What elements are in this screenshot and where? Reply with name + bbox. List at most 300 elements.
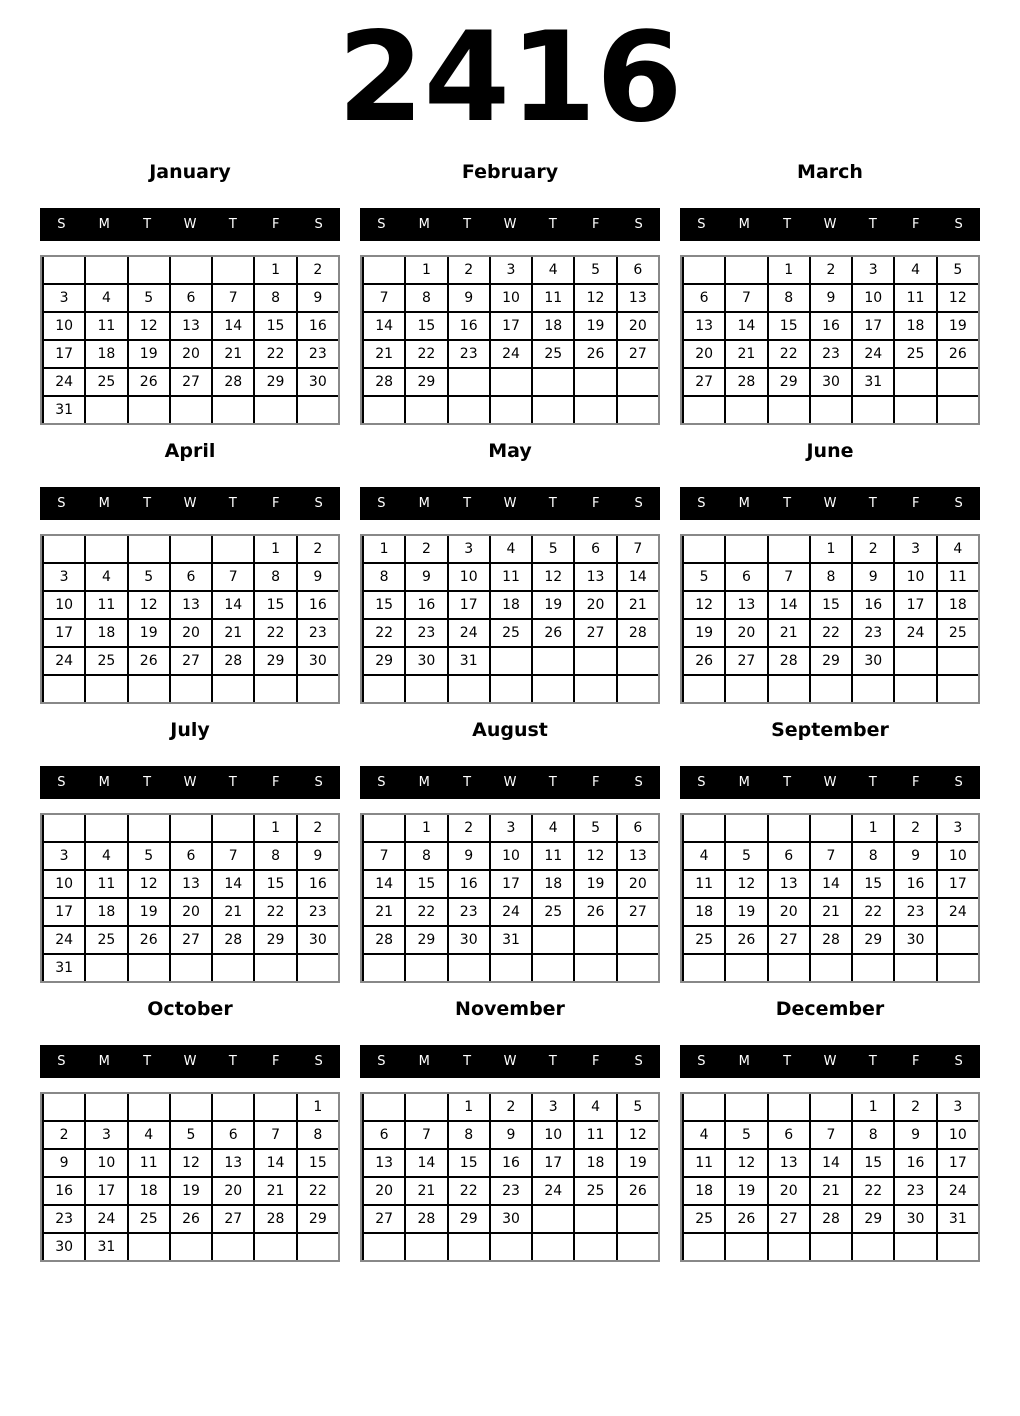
day-cell: 21 bbox=[362, 339, 404, 367]
weekday-label: W bbox=[823, 774, 837, 790]
day-cell: 13 bbox=[169, 311, 211, 339]
week-row bbox=[682, 395, 978, 423]
day-cell: 12 bbox=[936, 283, 978, 311]
day-cell: 20 bbox=[767, 897, 809, 925]
week-row bbox=[362, 1176, 658, 1204]
week-row bbox=[42, 1120, 338, 1148]
empty-day-cell bbox=[724, 1232, 766, 1260]
day-cell: 30 bbox=[893, 1204, 935, 1232]
day-cell: 25 bbox=[573, 1176, 615, 1204]
weekday-label: T bbox=[783, 774, 792, 790]
week-row bbox=[362, 339, 658, 367]
day-cell: 9 bbox=[489, 1120, 531, 1148]
day-cell: 8 bbox=[362, 562, 404, 590]
weekday-label: F bbox=[911, 495, 920, 511]
day-cell: 9 bbox=[296, 283, 338, 311]
weekday-label: M bbox=[98, 1053, 110, 1069]
day-cell: 17 bbox=[447, 590, 489, 618]
empty-day-cell bbox=[42, 674, 84, 702]
empty-day-cell bbox=[936, 367, 978, 395]
day-cell: 19 bbox=[127, 339, 169, 367]
day-cell: 7 bbox=[616, 536, 658, 562]
day-cell: 5 bbox=[573, 257, 615, 283]
month-block bbox=[360, 437, 660, 704]
day-cell: 2 bbox=[447, 257, 489, 283]
month-days-table bbox=[360, 255, 660, 425]
day-cell: 22 bbox=[404, 339, 446, 367]
weekday-label: S bbox=[377, 1053, 386, 1069]
day-cell: 14 bbox=[404, 1148, 446, 1176]
day-cell: 1 bbox=[296, 1094, 338, 1120]
day-cell: 31 bbox=[42, 395, 84, 423]
weekday-label: W bbox=[183, 216, 197, 232]
weekday-label: T bbox=[868, 216, 877, 232]
week-row bbox=[362, 674, 658, 702]
month-title: July bbox=[170, 718, 210, 741]
day-cell: 26 bbox=[127, 925, 169, 953]
empty-day-cell bbox=[724, 257, 766, 283]
day-cell: 9 bbox=[447, 283, 489, 311]
empty-day-cell bbox=[362, 815, 404, 841]
month-days-table bbox=[680, 1092, 980, 1262]
empty-day-cell bbox=[682, 257, 724, 283]
day-cell: 21 bbox=[253, 1176, 295, 1204]
empty-day-cell bbox=[682, 815, 724, 841]
day-cell: 3 bbox=[42, 841, 84, 869]
day-cell: 1 bbox=[851, 1094, 893, 1120]
day-cell: 12 bbox=[682, 590, 724, 618]
day-cell: 2 bbox=[489, 1094, 531, 1120]
day-cell: 17 bbox=[42, 339, 84, 367]
day-cell: 7 bbox=[362, 283, 404, 311]
weekday-label: F bbox=[591, 774, 600, 790]
month-title: March bbox=[797, 160, 863, 183]
day-cell: 1 bbox=[404, 257, 446, 283]
day-cell: 13 bbox=[169, 869, 211, 897]
empty-day-cell bbox=[362, 395, 404, 423]
day-cell: 12 bbox=[127, 869, 169, 897]
day-cell: 2 bbox=[851, 536, 893, 562]
day-cell: 29 bbox=[253, 646, 295, 674]
day-cell: 19 bbox=[724, 1176, 766, 1204]
weekday-label: S bbox=[697, 1053, 706, 1069]
day-cell: 21 bbox=[809, 897, 851, 925]
day-cell: 4 bbox=[84, 283, 126, 311]
empty-day-cell bbox=[531, 367, 573, 395]
month-block bbox=[360, 158, 660, 425]
empty-day-cell bbox=[531, 1204, 573, 1232]
weekday-label: W bbox=[823, 216, 837, 232]
day-cell: 14 bbox=[616, 562, 658, 590]
weekday-label: F bbox=[591, 495, 600, 511]
day-cell: 4 bbox=[573, 1094, 615, 1120]
weekday-label: W bbox=[503, 216, 517, 232]
day-cell: 29 bbox=[362, 646, 404, 674]
month-days-table bbox=[680, 255, 980, 425]
week-row bbox=[42, 395, 338, 423]
day-cell: 25 bbox=[84, 367, 126, 395]
empty-day-cell bbox=[211, 1094, 253, 1120]
day-cell: 3 bbox=[84, 1120, 126, 1148]
week-row bbox=[42, 1204, 338, 1232]
week-row bbox=[682, 339, 978, 367]
empty-day-cell bbox=[682, 674, 724, 702]
day-cell: 3 bbox=[893, 536, 935, 562]
day-cell: 5 bbox=[724, 841, 766, 869]
month-block bbox=[360, 716, 660, 983]
day-cell: 31 bbox=[936, 1204, 978, 1232]
day-cell: 24 bbox=[489, 339, 531, 367]
day-cell: 8 bbox=[296, 1120, 338, 1148]
day-cell: 13 bbox=[211, 1148, 253, 1176]
weekday-header-bar bbox=[40, 766, 340, 799]
day-cell: 11 bbox=[573, 1120, 615, 1148]
week-row bbox=[682, 1232, 978, 1260]
day-cell: 6 bbox=[724, 562, 766, 590]
day-cell: 17 bbox=[84, 1176, 126, 1204]
weekday-label: S bbox=[314, 216, 323, 232]
day-cell: 16 bbox=[851, 590, 893, 618]
day-cell: 21 bbox=[767, 618, 809, 646]
empty-day-cell bbox=[211, 395, 253, 423]
week-row bbox=[362, 536, 658, 562]
day-cell: 14 bbox=[211, 590, 253, 618]
day-cell: 24 bbox=[851, 339, 893, 367]
day-cell: 7 bbox=[767, 562, 809, 590]
empty-day-cell bbox=[362, 953, 404, 981]
day-cell: 14 bbox=[253, 1148, 295, 1176]
day-cell: 8 bbox=[253, 841, 295, 869]
day-cell: 29 bbox=[447, 1204, 489, 1232]
day-cell: 19 bbox=[682, 618, 724, 646]
weekday-label: S bbox=[57, 216, 66, 232]
day-cell: 1 bbox=[809, 536, 851, 562]
calendar-page bbox=[0, 4, 1020, 1416]
empty-day-cell bbox=[724, 395, 766, 423]
day-cell: 18 bbox=[936, 590, 978, 618]
empty-day-cell bbox=[851, 674, 893, 702]
week-row bbox=[42, 590, 338, 618]
empty-day-cell bbox=[893, 674, 935, 702]
weekday-label: S bbox=[377, 774, 386, 790]
day-cell: 16 bbox=[42, 1176, 84, 1204]
empty-day-cell bbox=[211, 953, 253, 981]
empty-day-cell bbox=[851, 953, 893, 981]
weekday-label: T bbox=[783, 216, 792, 232]
empty-day-cell bbox=[404, 953, 446, 981]
day-cell: 22 bbox=[253, 339, 295, 367]
day-cell: 14 bbox=[809, 1148, 851, 1176]
month-days-body bbox=[362, 536, 658, 702]
empty-day-cell bbox=[404, 395, 446, 423]
day-cell: 10 bbox=[936, 841, 978, 869]
day-cell: 4 bbox=[531, 815, 573, 841]
weekday-label: W bbox=[183, 774, 197, 790]
day-cell: 28 bbox=[724, 367, 766, 395]
day-cell: 30 bbox=[809, 367, 851, 395]
weekday-label: W bbox=[823, 495, 837, 511]
day-cell: 10 bbox=[893, 562, 935, 590]
day-cell: 26 bbox=[573, 897, 615, 925]
empty-day-cell bbox=[767, 1094, 809, 1120]
day-cell: 18 bbox=[682, 897, 724, 925]
day-cell: 10 bbox=[531, 1120, 573, 1148]
day-cell: 27 bbox=[573, 618, 615, 646]
week-row bbox=[362, 1094, 658, 1120]
day-cell: 17 bbox=[489, 311, 531, 339]
day-cell: 11 bbox=[893, 283, 935, 311]
month-block bbox=[680, 716, 980, 983]
weekday-label: W bbox=[503, 495, 517, 511]
empty-day-cell bbox=[767, 674, 809, 702]
day-cell: 5 bbox=[531, 536, 573, 562]
day-cell: 28 bbox=[211, 925, 253, 953]
weekday-label: M bbox=[418, 1053, 430, 1069]
day-cell: 3 bbox=[531, 1094, 573, 1120]
day-cell: 26 bbox=[573, 339, 615, 367]
day-cell: 26 bbox=[531, 618, 573, 646]
month-days-body bbox=[682, 815, 978, 981]
weekday-label: M bbox=[418, 774, 430, 790]
empty-day-cell bbox=[253, 1094, 295, 1120]
month-title: February bbox=[461, 160, 559, 183]
week-row bbox=[42, 674, 338, 702]
weekday-label: T bbox=[143, 216, 152, 232]
month-days-table bbox=[40, 813, 340, 983]
empty-day-cell bbox=[893, 395, 935, 423]
month-block bbox=[40, 158, 340, 425]
day-cell: 18 bbox=[84, 897, 126, 925]
empty-day-cell bbox=[42, 536, 84, 562]
weekday-label: F bbox=[911, 216, 920, 232]
empty-day-cell bbox=[682, 1094, 724, 1120]
week-row bbox=[362, 283, 658, 311]
day-cell: 26 bbox=[127, 646, 169, 674]
day-cell: 17 bbox=[489, 869, 531, 897]
day-cell: 15 bbox=[767, 311, 809, 339]
day-cell: 16 bbox=[447, 311, 489, 339]
weekday-header-bar bbox=[40, 1045, 340, 1078]
day-cell: 11 bbox=[682, 1148, 724, 1176]
empty-day-cell bbox=[724, 536, 766, 562]
weekday-label: S bbox=[697, 495, 706, 511]
day-cell: 25 bbox=[936, 618, 978, 646]
week-row bbox=[362, 562, 658, 590]
day-cell: 7 bbox=[211, 283, 253, 311]
weekday-header-bar bbox=[680, 487, 980, 520]
month-title: September bbox=[771, 718, 889, 741]
weekday-label: M bbox=[98, 216, 110, 232]
day-cell: 20 bbox=[573, 590, 615, 618]
day-cell: 23 bbox=[296, 618, 338, 646]
day-cell: 12 bbox=[531, 562, 573, 590]
day-cell: 25 bbox=[682, 1204, 724, 1232]
empty-day-cell bbox=[169, 815, 211, 841]
day-cell: 5 bbox=[127, 562, 169, 590]
month-days-body bbox=[362, 257, 658, 423]
empty-day-cell bbox=[851, 395, 893, 423]
empty-day-cell bbox=[489, 674, 531, 702]
day-cell: 19 bbox=[169, 1176, 211, 1204]
weekday-label: T bbox=[228, 1053, 237, 1069]
empty-day-cell bbox=[296, 953, 338, 981]
weekday-header-bar bbox=[680, 208, 980, 241]
weekday-header-bar bbox=[40, 487, 340, 520]
day-cell: 16 bbox=[296, 590, 338, 618]
empty-day-cell bbox=[573, 1232, 615, 1260]
empty-day-cell bbox=[573, 674, 615, 702]
empty-day-cell bbox=[296, 674, 338, 702]
week-row bbox=[42, 283, 338, 311]
day-cell: 5 bbox=[127, 283, 169, 311]
day-cell: 18 bbox=[531, 869, 573, 897]
day-cell: 13 bbox=[362, 1148, 404, 1176]
month-days-body bbox=[362, 1094, 658, 1260]
day-cell: 24 bbox=[42, 646, 84, 674]
month-days-body bbox=[42, 815, 338, 981]
day-cell: 6 bbox=[573, 536, 615, 562]
empty-day-cell bbox=[404, 1094, 446, 1120]
day-cell: 4 bbox=[936, 536, 978, 562]
empty-day-cell bbox=[253, 674, 295, 702]
day-cell: 18 bbox=[573, 1148, 615, 1176]
day-cell: 4 bbox=[84, 562, 126, 590]
weekday-header-bar bbox=[40, 208, 340, 241]
weekday-label: S bbox=[377, 216, 386, 232]
week-row bbox=[682, 953, 978, 981]
week-row bbox=[682, 1204, 978, 1232]
weekday-label: W bbox=[823, 1053, 837, 1069]
day-cell: 8 bbox=[404, 283, 446, 311]
empty-day-cell bbox=[724, 1094, 766, 1120]
day-cell: 28 bbox=[253, 1204, 295, 1232]
empty-day-cell bbox=[211, 815, 253, 841]
empty-day-cell bbox=[724, 953, 766, 981]
day-cell: 28 bbox=[211, 646, 253, 674]
day-cell: 11 bbox=[682, 869, 724, 897]
empty-day-cell bbox=[84, 815, 126, 841]
day-cell: 2 bbox=[42, 1120, 84, 1148]
day-cell: 29 bbox=[851, 1204, 893, 1232]
day-cell: 23 bbox=[489, 1176, 531, 1204]
day-cell: 24 bbox=[893, 618, 935, 646]
day-cell: 5 bbox=[127, 841, 169, 869]
empty-day-cell bbox=[211, 536, 253, 562]
day-cell: 26 bbox=[169, 1204, 211, 1232]
week-row bbox=[682, 1094, 978, 1120]
empty-day-cell bbox=[42, 815, 84, 841]
day-cell: 4 bbox=[893, 257, 935, 283]
empty-day-cell bbox=[84, 536, 126, 562]
day-cell: 18 bbox=[893, 311, 935, 339]
weekday-label: F bbox=[271, 774, 280, 790]
day-cell: 2 bbox=[893, 1094, 935, 1120]
empty-day-cell bbox=[253, 953, 295, 981]
weekday-label: F bbox=[271, 1053, 280, 1069]
day-cell: 23 bbox=[42, 1204, 84, 1232]
day-cell: 8 bbox=[253, 283, 295, 311]
day-cell: 19 bbox=[724, 897, 766, 925]
day-cell: 29 bbox=[851, 925, 893, 953]
day-cell: 25 bbox=[84, 925, 126, 953]
day-cell: 29 bbox=[296, 1204, 338, 1232]
day-cell: 25 bbox=[682, 925, 724, 953]
weekday-header-bar bbox=[360, 766, 660, 799]
weekday-label: S bbox=[634, 1053, 643, 1069]
calendar-grid bbox=[0, 158, 1020, 1262]
month-block bbox=[680, 995, 980, 1262]
weekday-header-bar bbox=[360, 1045, 660, 1078]
weekday-label: M bbox=[98, 774, 110, 790]
day-cell: 31 bbox=[447, 646, 489, 674]
day-cell: 16 bbox=[489, 1148, 531, 1176]
empty-day-cell bbox=[42, 1094, 84, 1120]
day-cell: 11 bbox=[531, 283, 573, 311]
weekday-label: S bbox=[57, 495, 66, 511]
empty-day-cell bbox=[616, 925, 658, 953]
day-cell: 7 bbox=[724, 283, 766, 311]
day-cell: 27 bbox=[211, 1204, 253, 1232]
month-days-table bbox=[40, 534, 340, 704]
day-cell: 1 bbox=[253, 815, 295, 841]
weekday-label: F bbox=[271, 216, 280, 232]
empty-day-cell bbox=[127, 395, 169, 423]
day-cell: 21 bbox=[404, 1176, 446, 1204]
day-cell: 20 bbox=[169, 339, 211, 367]
day-cell: 17 bbox=[851, 311, 893, 339]
day-cell: 15 bbox=[253, 590, 295, 618]
empty-day-cell bbox=[169, 953, 211, 981]
day-cell: 24 bbox=[936, 897, 978, 925]
empty-day-cell bbox=[362, 1232, 404, 1260]
day-cell: 21 bbox=[362, 897, 404, 925]
day-cell: 30 bbox=[447, 925, 489, 953]
empty-day-cell bbox=[447, 367, 489, 395]
empty-day-cell bbox=[531, 953, 573, 981]
month-days-body bbox=[682, 257, 978, 423]
empty-day-cell bbox=[169, 536, 211, 562]
day-cell: 23 bbox=[447, 339, 489, 367]
day-cell: 27 bbox=[682, 367, 724, 395]
day-cell: 16 bbox=[296, 869, 338, 897]
day-cell: 29 bbox=[253, 925, 295, 953]
day-cell: 7 bbox=[211, 562, 253, 590]
day-cell: 30 bbox=[296, 367, 338, 395]
month-title: January bbox=[149, 160, 231, 183]
day-cell: 11 bbox=[127, 1148, 169, 1176]
weekday-label: T bbox=[868, 495, 877, 511]
day-cell: 4 bbox=[531, 257, 573, 283]
day-cell: 16 bbox=[296, 311, 338, 339]
day-cell: 6 bbox=[169, 283, 211, 311]
empty-day-cell bbox=[767, 1232, 809, 1260]
day-cell: 26 bbox=[682, 646, 724, 674]
day-cell: 17 bbox=[936, 1148, 978, 1176]
empty-day-cell bbox=[893, 367, 935, 395]
day-cell: 25 bbox=[893, 339, 935, 367]
day-cell: 8 bbox=[253, 562, 295, 590]
week-row bbox=[42, 1148, 338, 1176]
weekday-label: S bbox=[697, 216, 706, 232]
weekday-label: T bbox=[783, 1053, 792, 1069]
day-cell: 13 bbox=[724, 590, 766, 618]
week-row bbox=[362, 367, 658, 395]
empty-day-cell bbox=[616, 1204, 658, 1232]
empty-day-cell bbox=[573, 925, 615, 953]
weekday-label: S bbox=[377, 495, 386, 511]
day-cell: 17 bbox=[893, 590, 935, 618]
empty-day-cell bbox=[84, 1094, 126, 1120]
